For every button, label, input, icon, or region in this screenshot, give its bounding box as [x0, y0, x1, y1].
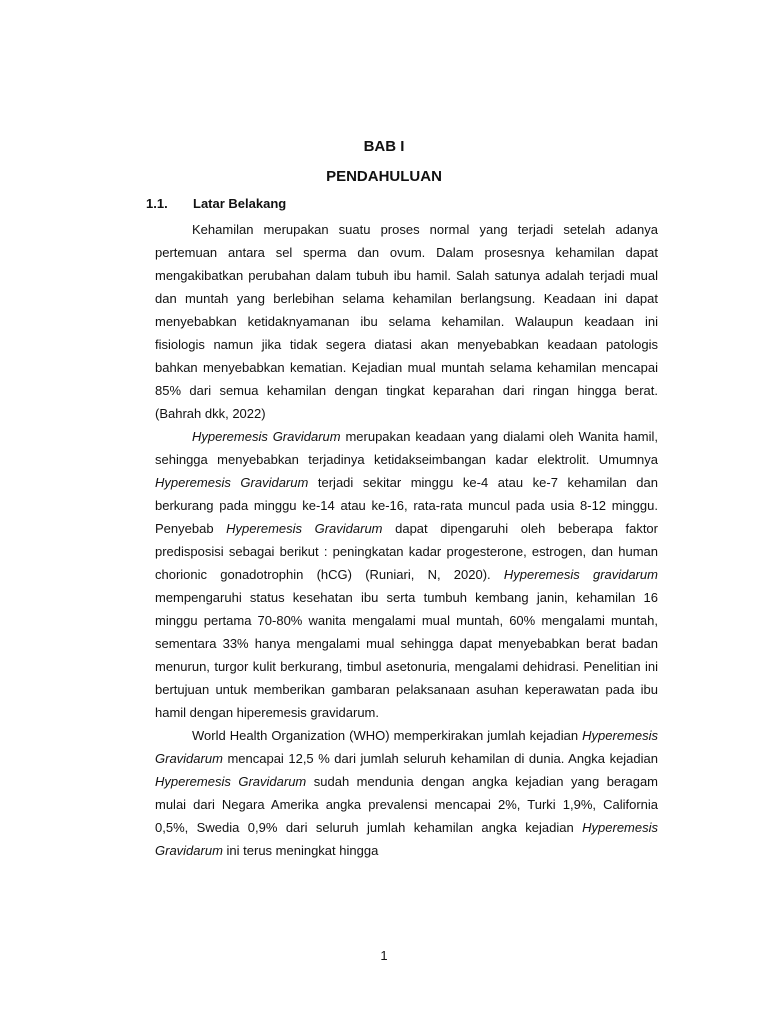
chapter-title: PENDAHULUAN [326, 168, 442, 185]
paragraph-3-text-d: ini terus meningkat hingga [222, 843, 379, 858]
paragraph-2-text-c: dapat dipengaruhi oleh beberapa faktor predisposisi sebagai berikut : peningkatan kadar progesterone, estrogen, dan human chorionic gonadotrophin (hCG) (Runiari, N, 2020). [155, 521, 658, 582]
paragraph-3-text-b: mencapai 12,5 % dari jumlah seluruh kehamilan di dunia. Angka kejadian [222, 751, 658, 766]
paragraph-1-text: Kehamilan merupakan suatu proses normal yang terjadi setelah adanya pertemuan antara sel sperma dan ovum. Dalam prosesnya kehamilan dapat mengakibatkan perubahan dalam tubuh ibu hamil. Salah satunya adalah terjadi mual dan muntah yang berlebihan selama kehamilan berlangsung. Keadaan ini dapat menyebabkan ketidaknyamanan ibu selama kehamilan. Walaupun keadaan ini fisiologis namun jika tidak segera diatasi akan menyebabkan keadaan patologis bahkan menyebabkan kematian. Kejadian mual muntah selama kehamilan mencapai 85% dari semua kehamilan dengan tingkat keparahan dari ringan hingga berat. (Bahrah dkk, 2022) [155, 222, 658, 421]
italic-term: Hyperemesis gravidarum [503, 567, 658, 582]
paragraph-2-text-a: merupakan keadaan yang dialami oleh Wanita hamil, sehingga menyebabkan terjadinya ketidakseimbangan kadar elektrolit. Umumnya [155, 429, 659, 467]
body-text [155, 218, 658, 862]
italic-term: Hyperemesis Gravidarum [155, 820, 658, 858]
italic-term: Hyperemesis Gravidarum [155, 728, 658, 766]
paragraph-3-text-a: World Health Organization (WHO) memperkirakan jumlah kejadian [192, 728, 583, 743]
page-number: 1 [380, 948, 388, 963]
paragraph-2-text-d: mempengaruhi status kesehatan ibu serta tumbuh kembang janin, kehamilan 16 minggu pertama 70-80% wanita mengalami mual muntah, 60% mengalami muntah, sementara 33% hanya mengalami mual sehingga dapat menyebabkan berat badan menurun, turgor kulit berkurang, timbul asetonuria, mengalami dehidrasi. Penelitian ini bertujuan untuk memberikan gambaran pelaksanaan asuhan keperawatan pada ibu hamil dengan hiperemesis gravidarum. [155, 590, 658, 720]
paragraph-3-text-c: sudah mendunia dengan angka kejadian yang beragam mulai dari Negara Amerika angka prevalensi mencapai 2%, Turki 1,9%, California 0,5%, Swedia 0,9% dari seluruh jumlah kehamilan angka kejadian [155, 774, 658, 835]
italic-term: Hyperemesis Gravidarum [155, 475, 309, 490]
italic-term: Hyperemesis Gravidarum [155, 774, 307, 789]
paragraph-2-text-b: terjadi sekitar minggu ke-4 atau ke-7 kehamilan dan berkurang pada minggu ke-14 atau ke-16, rata-rata muncul pada usia 8-12 minggu. Penyebab [155, 475, 658, 536]
italic-term: Hyperemesis Gravidarum [226, 521, 383, 536]
section-heading [146, 196, 286, 211]
chapter-number: BAB I [363, 138, 405, 155]
section-title: Latar Belakang [193, 196, 287, 211]
paragraph-1 [155, 218, 658, 425]
section-number: 1.1. [146, 196, 168, 211]
paragraph-3 [155, 724, 658, 862]
italic-term: Hyperemesis Gravidarum [192, 429, 341, 444]
paragraph-2 [155, 425, 658, 724]
